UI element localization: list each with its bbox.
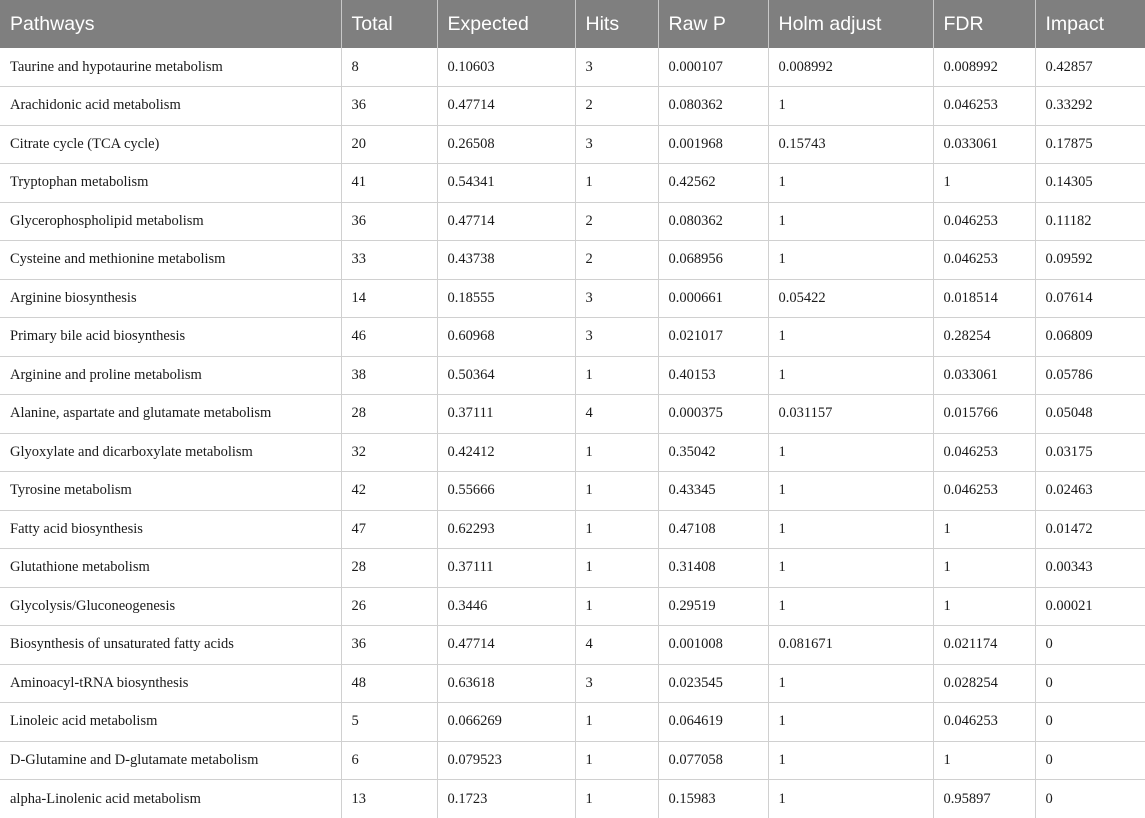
expected-cell: 0.54341 <box>437 164 575 203</box>
expected-cell: 0.26508 <box>437 125 575 164</box>
expected-cell: 0.1723 <box>437 780 575 818</box>
pathway-cell: D-Glutamine and D-glutamate metabolism <box>0 741 341 780</box>
fdr-cell: 0.046253 <box>933 87 1035 126</box>
hits-cell: 3 <box>575 125 658 164</box>
table-row <box>0 202 1145 241</box>
hits-cell: 1 <box>575 703 658 742</box>
impact-cell: 0.42857 <box>1035 48 1145 87</box>
expected-cell: 0.50364 <box>437 356 575 395</box>
expected-cell: 0.42412 <box>437 433 575 472</box>
raw-p-cell: 0.068956 <box>658 241 768 280</box>
table-row <box>0 125 1145 164</box>
table-row <box>0 626 1145 665</box>
fdr-cell: 0.033061 <box>933 356 1035 395</box>
impact-cell: 0.14305 <box>1035 164 1145 203</box>
fdr-cell: 1 <box>933 510 1035 549</box>
expected-cell: 0.47714 <box>437 87 575 126</box>
holm-adjust-cell: 1 <box>768 472 933 511</box>
total-cell: 14 <box>341 279 437 318</box>
expected-cell: 0.37111 <box>437 549 575 588</box>
impact-cell: 0.00343 <box>1035 549 1145 588</box>
total-cell: 36 <box>341 202 437 241</box>
table-row <box>0 48 1145 87</box>
impact-cell: 0.07614 <box>1035 279 1145 318</box>
expected-cell: 0.18555 <box>437 279 575 318</box>
total-cell: 5 <box>341 703 437 742</box>
raw-p-cell: 0.47108 <box>658 510 768 549</box>
total-cell: 38 <box>341 356 437 395</box>
total-cell: 41 <box>341 164 437 203</box>
hits-cell: 4 <box>575 626 658 665</box>
header-holm-adjust: Holm adjust <box>768 0 933 48</box>
expected-cell: 0.066269 <box>437 703 575 742</box>
fdr-cell: 0.046253 <box>933 472 1035 511</box>
hits-cell: 1 <box>575 510 658 549</box>
table-row <box>0 164 1145 203</box>
expected-cell: 0.55666 <box>437 472 575 511</box>
holm-adjust-cell: 1 <box>768 741 933 780</box>
raw-p-cell: 0.021017 <box>658 318 768 357</box>
hits-cell: 1 <box>575 741 658 780</box>
header-raw-p: Raw P <box>658 0 768 48</box>
impact-cell: 0 <box>1035 626 1145 665</box>
header-total: Total <box>341 0 437 48</box>
holm-adjust-cell: 0.081671 <box>768 626 933 665</box>
header-expected: Expected <box>437 0 575 48</box>
impact-cell: 0.11182 <box>1035 202 1145 241</box>
total-cell: 28 <box>341 549 437 588</box>
header-pathways: Pathways <box>0 0 341 48</box>
hits-cell: 1 <box>575 780 658 818</box>
holm-adjust-cell: 0.05422 <box>768 279 933 318</box>
total-cell: 42 <box>341 472 437 511</box>
table-row <box>0 549 1145 588</box>
fdr-cell: 0.046253 <box>933 241 1035 280</box>
raw-p-cell: 0.15983 <box>658 780 768 818</box>
fdr-cell: 0.046253 <box>933 202 1035 241</box>
impact-cell: 0 <box>1035 703 1145 742</box>
fdr-cell: 1 <box>933 741 1035 780</box>
fdr-cell: 0.015766 <box>933 395 1035 434</box>
table-row <box>0 703 1145 742</box>
holm-adjust-cell: 0.031157 <box>768 395 933 434</box>
pathway-cell: Alanine, aspartate and glutamate metabolism <box>0 395 341 434</box>
pathway-cell: Tryptophan metabolism <box>0 164 341 203</box>
holm-adjust-cell: 1 <box>768 587 933 626</box>
pathway-cell: Glyoxylate and dicarboxylate metabolism <box>0 433 341 472</box>
holm-adjust-cell: 1 <box>768 356 933 395</box>
pathway-cell: Primary bile acid biosynthesis <box>0 318 341 357</box>
fdr-cell: 0.95897 <box>933 780 1035 818</box>
pathway-cell: Arginine biosynthesis <box>0 279 341 318</box>
raw-p-cell: 0.077058 <box>658 741 768 780</box>
impact-cell: 0.33292 <box>1035 87 1145 126</box>
hits-cell: 1 <box>575 587 658 626</box>
fdr-cell: 0.018514 <box>933 279 1035 318</box>
holm-adjust-cell: 1 <box>768 241 933 280</box>
holm-adjust-cell: 1 <box>768 433 933 472</box>
hits-cell: 2 <box>575 202 658 241</box>
pathway-cell: Taurine and hypotaurine metabolism <box>0 48 341 87</box>
table-row <box>0 472 1145 511</box>
total-cell: 48 <box>341 664 437 703</box>
holm-adjust-cell: 1 <box>768 202 933 241</box>
impact-cell: 0 <box>1045 790 1053 807</box>
impact-cell: 0.01472 <box>1035 510 1145 549</box>
holm-adjust-cell: 1 <box>768 780 933 818</box>
pathway-cell: Biosynthesis of unsaturated fatty acids <box>0 626 341 665</box>
impact-cell: 0.09592 <box>1035 241 1145 280</box>
hits-cell: 1 <box>575 433 658 472</box>
table-row <box>0 433 1145 472</box>
hits-cell: 2 <box>575 241 658 280</box>
impact-cell: 0 <box>1035 664 1145 703</box>
fdr-cell: 0.046253 <box>933 703 1035 742</box>
total-cell: 20 <box>341 125 437 164</box>
expected-cell: 0.10603 <box>437 48 575 87</box>
total-cell: 36 <box>341 626 437 665</box>
raw-p-cell: 0.064619 <box>658 703 768 742</box>
raw-p-cell: 0.000375 <box>658 395 768 434</box>
pathway-cell: Linoleic acid metabolism <box>0 703 341 742</box>
total-cell: 8 <box>341 48 437 87</box>
table-row <box>0 741 1145 780</box>
raw-p-cell: 0.001008 <box>658 626 768 665</box>
hits-cell: 1 <box>575 356 658 395</box>
total-cell: 28 <box>341 395 437 434</box>
expected-cell: 0.3446 <box>437 587 575 626</box>
fdr-cell: 0.046253 <box>933 433 1035 472</box>
fdr-cell: 0.28254 <box>933 318 1035 357</box>
fdr-cell: 0.021174 <box>933 626 1035 665</box>
pathway-cell: Glutathione metabolism <box>0 549 341 588</box>
hits-cell: 1 <box>575 549 658 588</box>
total-cell: 46 <box>341 318 437 357</box>
pathway-cell: Arginine and proline metabolism <box>0 356 341 395</box>
table-header <box>0 0 1145 48</box>
pathway-cell: Arachidonic acid metabolism <box>0 87 341 126</box>
table-row <box>0 318 1145 357</box>
hits-cell: 3 <box>575 48 658 87</box>
total-cell: 47 <box>341 510 437 549</box>
table-body <box>0 48 1145 818</box>
holm-adjust-cell: 1 <box>768 664 933 703</box>
impact-cell: 0.05786 <box>1035 356 1145 395</box>
holm-adjust-cell: 1 <box>768 703 933 742</box>
raw-p-cell: 0.001968 <box>658 125 768 164</box>
hits-cell: 4 <box>575 395 658 434</box>
impact-cell: 0.06809 <box>1035 318 1145 357</box>
raw-p-cell: 0.023545 <box>658 664 768 703</box>
hits-cell: 3 <box>575 279 658 318</box>
table-row <box>0 241 1145 280</box>
impact-cell: 0 <box>1035 741 1145 780</box>
fdr-cell: 0.028254 <box>933 664 1035 703</box>
pathway-cell: Aminoacyl-tRNA biosynthesis <box>0 664 341 703</box>
impact-cell: 0.02463 <box>1035 472 1145 511</box>
impact-cell: 0.17875 <box>1035 125 1145 164</box>
expected-cell: 0.43738 <box>437 241 575 280</box>
pathway-cell: Tyrosine metabolism <box>0 472 341 511</box>
expected-cell: 0.079523 <box>437 741 575 780</box>
raw-p-cell: 0.29519 <box>658 587 768 626</box>
table-row <box>0 587 1145 626</box>
expected-cell: 0.37111 <box>437 395 575 434</box>
hits-cell: 2 <box>575 87 658 126</box>
expected-cell: 0.47714 <box>437 202 575 241</box>
table-row <box>0 279 1145 318</box>
pathway-cell: Fatty acid biosynthesis <box>0 510 341 549</box>
expected-cell: 0.63618 <box>437 664 575 703</box>
header-impact: Impact <box>1035 0 1145 48</box>
header-fdr: FDR <box>933 0 1035 48</box>
raw-p-cell: 0.000107 <box>658 48 768 87</box>
table-row <box>0 356 1145 395</box>
holm-adjust-cell: 1 <box>768 510 933 549</box>
header-hits: Hits <box>575 0 658 48</box>
raw-p-cell: 0.080362 <box>658 87 768 126</box>
raw-p-cell: 0.43345 <box>658 472 768 511</box>
fdr-cell: 1 <box>933 549 1035 588</box>
hits-cell: 1 <box>575 472 658 511</box>
table-row <box>0 780 1145 818</box>
total-cell: 6 <box>341 741 437 780</box>
pathway-cell: Citrate cycle (TCA cycle) <box>0 125 341 164</box>
hits-cell: 3 <box>575 318 658 357</box>
raw-p-cell: 0.080362 <box>658 202 768 241</box>
pathway-cell: Glycolysis/Gluconeogenesis <box>0 587 341 626</box>
holm-adjust-cell: 0.008992 <box>768 48 933 87</box>
table-row <box>0 87 1145 126</box>
impact-cell: 0.00021 <box>1035 587 1145 626</box>
expected-cell: 0.47714 <box>437 626 575 665</box>
hits-cell: 3 <box>575 664 658 703</box>
impact-cell: 0.03175 <box>1035 433 1145 472</box>
fdr-cell: 0.008992 <box>933 48 1035 87</box>
pathway-cell: alpha-Linolenic acid metabolism <box>0 780 341 818</box>
fdr-cell: 1 <box>933 164 1035 203</box>
impact-cell: 0.05048 <box>1035 395 1145 434</box>
table-row <box>0 395 1145 434</box>
total-cell: 26 <box>341 587 437 626</box>
fdr-cell: 0.033061 <box>933 125 1035 164</box>
total-cell: 36 <box>341 87 437 126</box>
pathway-cell: Cysteine and methionine metabolism <box>0 241 341 280</box>
holm-adjust-cell: 0.15743 <box>768 125 933 164</box>
holm-adjust-cell: 1 <box>768 549 933 588</box>
raw-p-cell: 0.40153 <box>658 356 768 395</box>
hits-cell: 1 <box>575 164 658 203</box>
raw-p-cell: 0.35042 <box>658 433 768 472</box>
expected-cell: 0.62293 <box>437 510 575 549</box>
holm-adjust-cell: 1 <box>768 164 933 203</box>
raw-p-cell: 0.000661 <box>658 279 768 318</box>
holm-adjust-cell: 1 <box>768 87 933 126</box>
raw-p-cell: 0.31408 <box>658 549 768 588</box>
table-row <box>0 664 1145 703</box>
total-cell: 33 <box>341 241 437 280</box>
fdr-cell: 1 <box>933 587 1035 626</box>
header-row <box>0 0 1145 48</box>
table-row <box>0 510 1145 549</box>
raw-p-cell: 0.42562 <box>658 164 768 203</box>
holm-adjust-cell: 1 <box>768 318 933 357</box>
pathway-cell: Glycerophospholipid metabolism <box>0 202 341 241</box>
expected-cell: 0.60968 <box>437 318 575 357</box>
total-cell: 13 <box>341 780 437 818</box>
total-cell: 32 <box>341 433 437 472</box>
